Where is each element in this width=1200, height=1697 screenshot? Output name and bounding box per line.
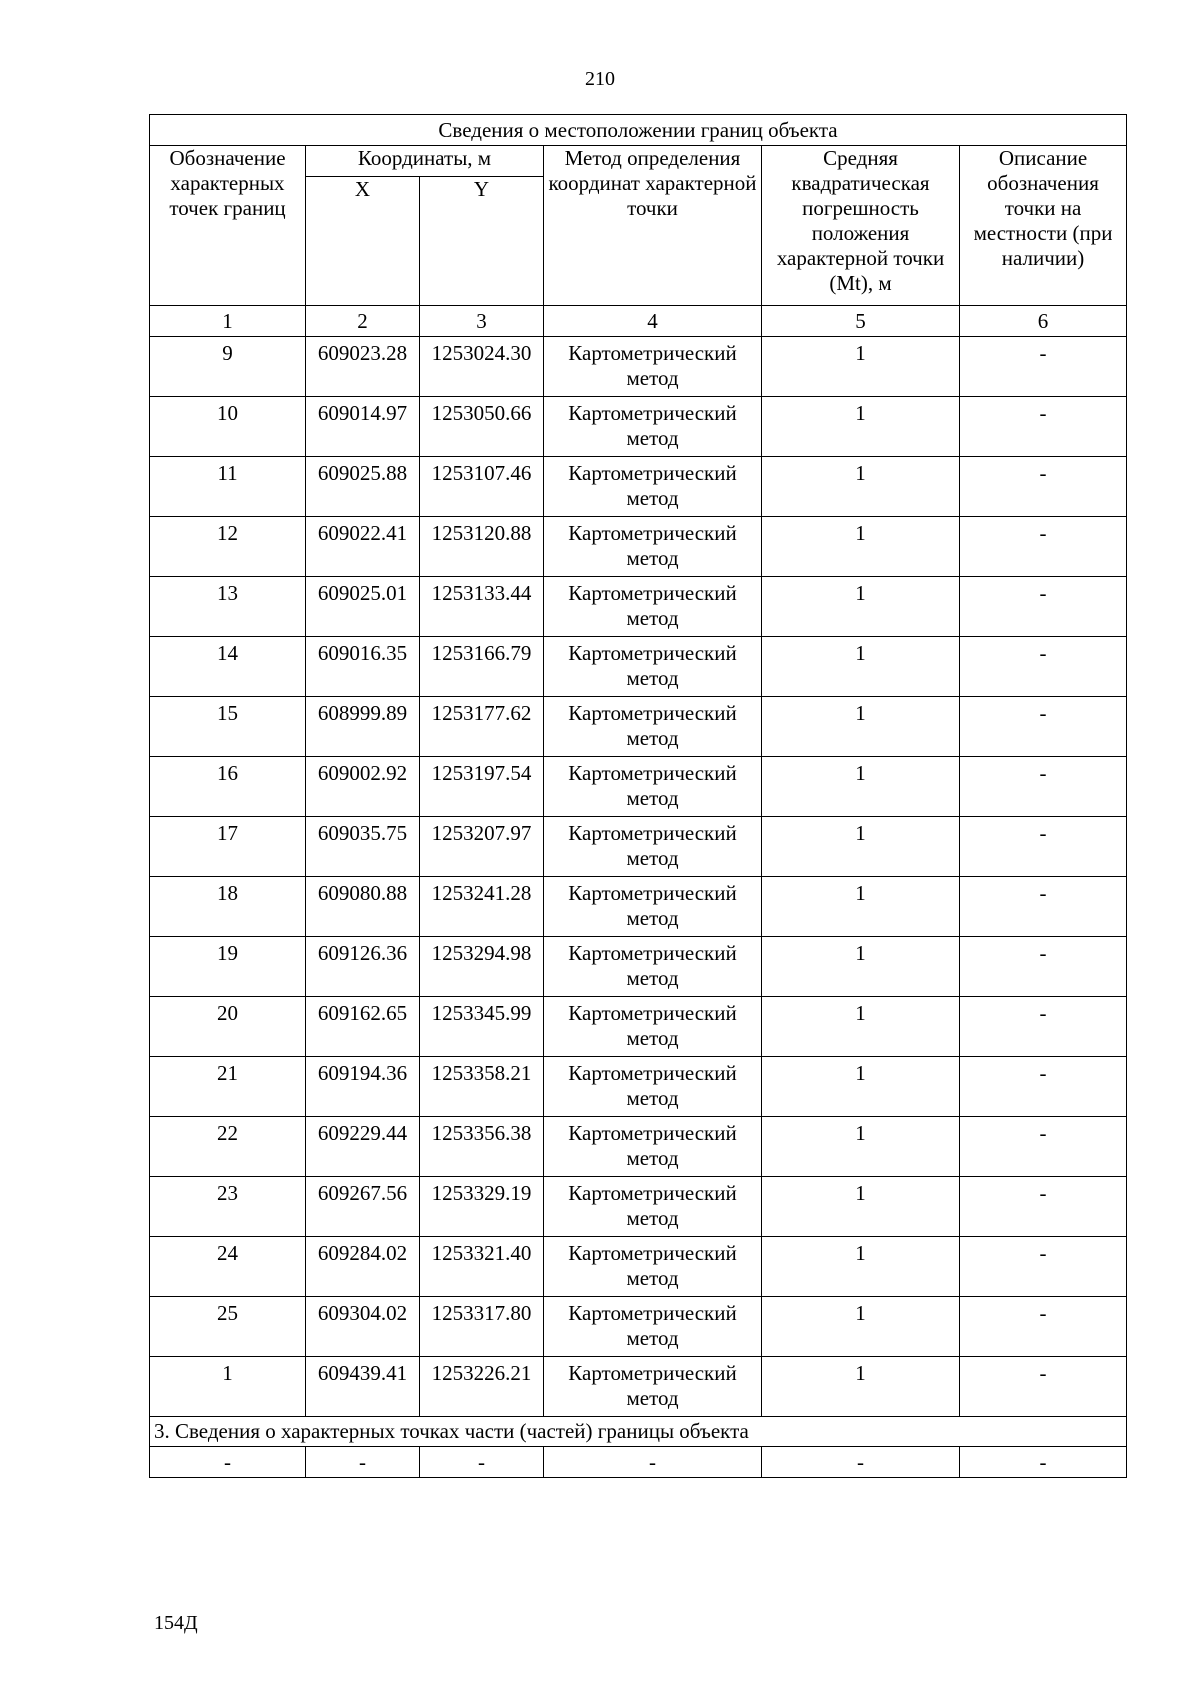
cell-y: 1253345.99 [420,997,544,1057]
cell-method: Картометрический метод [544,697,762,757]
table-row [150,1357,1127,1417]
table-row [150,937,1127,997]
section-3-cell: - [150,1447,306,1478]
cell-x: 609162.65 [306,997,420,1057]
column-number: 3 [420,306,544,337]
cell-y: 1253329.19 [420,1177,544,1237]
section-3-cell: - [762,1447,960,1478]
header-coordinates: Координаты, м [306,146,544,177]
cell-description: - [960,577,1127,637]
table-row [150,1117,1127,1177]
header-y: Y [420,177,544,306]
cell-point: 10 [150,397,306,457]
cell-description: - [960,937,1127,997]
cell-description: - [960,1177,1127,1237]
cell-point: 25 [150,1297,306,1357]
cell-method: Картометрический метод [544,337,762,397]
cell-error: 1 [762,1057,960,1117]
cell-method: Картометрический метод [544,1357,762,1417]
cell-error: 1 [762,1177,960,1237]
header-x: X [306,177,420,306]
cell-method: Картометрический метод [544,877,762,937]
cell-description: - [960,997,1127,1057]
column-number: 4 [544,306,762,337]
table-row [150,877,1127,937]
cell-x: 609002.92 [306,757,420,817]
section-3-cell: - [306,1447,420,1478]
cell-description: - [960,517,1127,577]
cell-point: 9 [150,337,306,397]
header-description: Описание обозначения точки на местности (при наличии) [960,146,1127,306]
cell-description: - [960,1057,1127,1117]
cell-error: 1 [762,517,960,577]
cell-point: 12 [150,517,306,577]
cell-point: 24 [150,1237,306,1297]
cell-point: 20 [150,997,306,1057]
cell-y: 1253024.30 [420,337,544,397]
cell-y: 1253177.62 [420,697,544,757]
cell-x: 609080.88 [306,877,420,937]
section-3-title: 3. Сведения о характерных точках части (частей) границы объекта [150,1417,1127,1447]
table-row [150,697,1127,757]
cell-error: 1 [762,817,960,877]
cell-y: 1253120.88 [420,517,544,577]
cell-point: 1 [150,1357,306,1417]
cell-y: 1253317.80 [420,1297,544,1357]
cell-point: 11 [150,457,306,517]
column-number: 6 [960,306,1127,337]
section-3-cell: - [960,1447,1127,1478]
table-row [150,757,1127,817]
cell-error: 1 [762,1297,960,1357]
cell-y: 1253356.38 [420,1117,544,1177]
cell-description: - [960,397,1127,457]
cell-method: Картометрический метод [544,517,762,577]
section-3-row [150,1447,1127,1478]
cell-description: - [960,697,1127,757]
cell-error: 1 [762,457,960,517]
cell-point: 21 [150,1057,306,1117]
section-3-cell: - [544,1447,762,1478]
cell-x: 609023.28 [306,337,420,397]
cell-method: Картометрический метод [544,457,762,517]
cell-y: 1253050.66 [420,397,544,457]
cell-point: 14 [150,637,306,697]
cell-description: - [960,757,1127,817]
cell-x: 609022.41 [306,517,420,577]
table-row [150,1237,1127,1297]
cell-description: - [960,457,1127,517]
cell-error: 1 [762,637,960,697]
cell-point: 17 [150,817,306,877]
table-row [150,1057,1127,1117]
table-row [150,817,1127,877]
table-row [150,997,1127,1057]
cell-error: 1 [762,757,960,817]
table-row [150,1297,1127,1357]
cell-x: 609025.01 [306,577,420,637]
cell-x: 609025.88 [306,457,420,517]
header-point-designation: Обозначение характерных точек границ [150,146,306,306]
cell-point: 16 [150,757,306,817]
column-number-row [150,306,1127,337]
cell-x: 609284.02 [306,1237,420,1297]
table-row [150,577,1127,637]
cell-error: 1 [762,1237,960,1297]
footer-code: 154Д [154,1612,198,1634]
cell-x: 608999.89 [306,697,420,757]
cell-method: Картометрический метод [544,577,762,637]
header-mean-error: Средняя квадратическая погрешность положения характерной точки (Mt), м [762,146,960,306]
column-number: 1 [150,306,306,337]
table-row [150,397,1127,457]
cell-method: Картометрический метод [544,1117,762,1177]
cell-error: 1 [762,877,960,937]
cell-y: 1253207.97 [420,817,544,877]
cell-y: 1253358.21 [420,1057,544,1117]
page-number: 210 [585,68,615,90]
cell-description: - [960,877,1127,937]
table-row [150,1177,1127,1237]
cell-error: 1 [762,397,960,457]
cell-point: 13 [150,577,306,637]
cell-point: 18 [150,877,306,937]
cell-description: - [960,1237,1127,1297]
table-row [150,637,1127,697]
cell-description: - [960,1117,1127,1177]
table-title: Сведения о местоположении границ объекта [150,115,1127,146]
cell-y: 1253197.54 [420,757,544,817]
cell-x: 609439.41 [306,1357,420,1417]
cell-error: 1 [762,577,960,637]
cell-x: 609229.44 [306,1117,420,1177]
cell-point: 23 [150,1177,306,1237]
cell-method: Картометрический метод [544,997,762,1057]
cell-y: 1253133.44 [420,577,544,637]
table-row [150,457,1127,517]
cell-x: 609014.97 [306,397,420,457]
cell-error: 1 [762,997,960,1057]
cell-method: Картометрический метод [544,637,762,697]
column-number: 2 [306,306,420,337]
cell-method: Картометрический метод [544,1057,762,1117]
header-method: Метод определения координат характерной точки [544,146,762,306]
cell-description: - [960,1357,1127,1417]
cell-point: 15 [150,697,306,757]
table-row [150,517,1127,577]
cell-point: 19 [150,937,306,997]
cell-y: 1253226.21 [420,1357,544,1417]
cell-x: 609267.56 [306,1177,420,1237]
cell-x: 609304.02 [306,1297,420,1357]
boundary-coordinates-table [149,114,1127,1478]
cell-x: 609194.36 [306,1057,420,1117]
cell-method: Картометрический метод [544,817,762,877]
cell-method: Картометрический метод [544,757,762,817]
cell-method: Картометрический метод [544,1237,762,1297]
cell-description: - [960,1297,1127,1357]
cell-method: Картометрический метод [544,937,762,997]
cell-y: 1253241.28 [420,877,544,937]
cell-error: 1 [762,697,960,757]
cell-error: 1 [762,1357,960,1417]
cell-point: 22 [150,1117,306,1177]
cell-description: - [960,637,1127,697]
cell-x: 609016.35 [306,637,420,697]
cell-method: Картометрический метод [544,1177,762,1237]
cell-description: - [960,337,1127,397]
cell-method: Картометрический метод [544,1297,762,1357]
cell-error: 1 [762,337,960,397]
cell-y: 1253107.46 [420,457,544,517]
column-number: 5 [762,306,960,337]
cell-y: 1253294.98 [420,937,544,997]
cell-error: 1 [762,937,960,997]
cell-x: 609126.36 [306,937,420,997]
cell-error: 1 [762,1117,960,1177]
section-3-cell: - [420,1447,544,1478]
cell-x: 609035.75 [306,817,420,877]
cell-y: 1253166.79 [420,637,544,697]
cell-y: 1253321.40 [420,1237,544,1297]
cell-description: - [960,817,1127,877]
table-row [150,337,1127,397]
cell-method: Картометрический метод [544,397,762,457]
